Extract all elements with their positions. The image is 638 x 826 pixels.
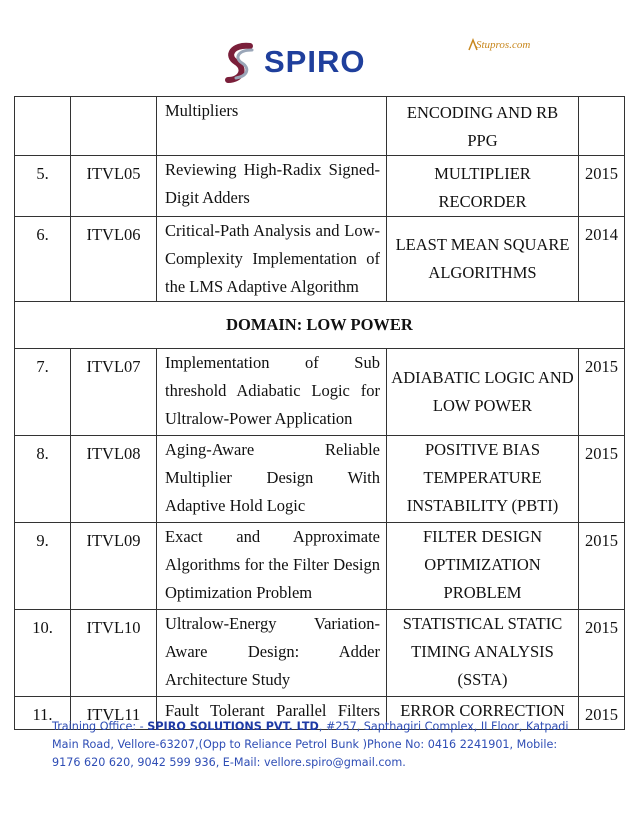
footer-line <box>52 718 592 736</box>
technology-line: ADIABATIC LOGIC AND <box>391 368 574 387</box>
domain-row <box>15 302 625 349</box>
footer-prefix: Training Office: - <box>52 720 148 733</box>
year-cell: 2015 <box>579 156 625 217</box>
table-row <box>15 436 625 523</box>
table-row <box>15 610 625 697</box>
title-line: Critical-Path Analysis and Low- <box>165 221 380 240</box>
year-cell <box>579 97 625 156</box>
title-line: Algorithms for the Filter Design <box>165 555 380 574</box>
serial-cell: 9. <box>15 523 71 610</box>
spiro-swirl-icon <box>222 40 262 86</box>
technology-line: POSITIVE BIAS <box>424 440 541 459</box>
title-line: Digit Adders <box>165 188 250 207</box>
page-footer <box>52 718 592 772</box>
title-line: Adaptive Hold Logic <box>165 496 306 515</box>
title-line: Ultralow-Energy Variation- <box>165 614 380 633</box>
spiro-logo <box>222 40 384 86</box>
technology-cell <box>387 523 579 610</box>
title-line: the LMS Adaptive Algorithm <box>165 277 359 296</box>
technology-line: (SSTA) <box>457 670 508 689</box>
technology-line: LOW POWER <box>432 396 533 415</box>
title-line: threshold Adiabatic Logic for <box>165 381 380 400</box>
technology-line: MULTIPLIER <box>434 164 531 183</box>
table-row <box>15 97 625 156</box>
title-cell <box>157 349 387 436</box>
technology-line: ERROR CORRECTION <box>400 701 565 720</box>
code-cell <box>71 97 157 156</box>
footer-line: 9176 620 620, 9042 599 936, E-Mail: vellore.spiro@gmail.com. <box>52 756 406 769</box>
footer-line: Main Road, Vellore-63207,(Opp to Reliance Petrol Bunk )Phone No: 0416 2241901, Mobile: <box>52 738 558 751</box>
title-cell <box>157 523 387 610</box>
technology-line: TIMING ANALYSIS <box>411 642 554 661</box>
spiro-logo-text: SPIRO <box>264 44 366 79</box>
title-line: Complexity Implementation of <box>165 249 380 268</box>
serial-cell <box>15 97 71 156</box>
serial-cell: 5. <box>15 156 71 217</box>
table-row <box>15 349 625 436</box>
code-cell: ITVL05 <box>71 156 157 217</box>
code-cell: ITVL10 <box>71 610 157 697</box>
technology-line: INSTABILITY (PBTI) <box>406 496 559 515</box>
technology-line: TEMPERATURE <box>423 468 542 487</box>
title-line: Optimization Problem <box>165 583 313 602</box>
title-cell <box>157 610 387 697</box>
title-line: Architecture Study <box>165 670 291 689</box>
title-cell <box>157 97 387 156</box>
domain-heading: DOMAIN: LOW POWER <box>15 302 625 349</box>
serial-cell: 7. <box>15 349 71 436</box>
year-cell: 2015 <box>579 697 625 730</box>
serial-cell: 11. <box>15 697 71 730</box>
technology-line: ALGORITHMS <box>428 263 537 282</box>
title-line: Implementation of Sub <box>165 353 380 372</box>
title-line: Fault Tolerant Parallel Filters <box>165 701 380 720</box>
title-line: Reviewing High-Radix Signed- <box>165 160 380 179</box>
stupros-logo-text: Stupros.com <box>476 39 531 51</box>
code-cell: ITVL06 <box>71 217 157 302</box>
page-header <box>0 0 638 96</box>
title-cell <box>157 156 387 217</box>
footer-address: , #257, Sapthagiri Complex, II Floor, Katpadi <box>318 720 569 733</box>
title-line: Multipliers <box>165 101 239 120</box>
technology-line: LEAST MEAN SQUARE <box>395 235 570 254</box>
year-cell: 2015 <box>579 523 625 610</box>
table-row <box>15 523 625 610</box>
technology-cell <box>387 217 579 302</box>
year-cell: 2014 <box>579 217 625 302</box>
title-line: Ultralow-Power Application <box>165 409 353 428</box>
title-cell <box>157 217 387 302</box>
table-row <box>15 217 625 302</box>
technology-cell <box>387 610 579 697</box>
year-cell: 2015 <box>579 436 625 523</box>
year-cell: 2015 <box>579 610 625 697</box>
code-cell: ITVL07 <box>71 349 157 436</box>
serial-cell: 6. <box>15 217 71 302</box>
technology-line: OPTIMIZATION <box>424 555 541 574</box>
title-line: Aging-Aware Reliable <box>165 440 380 459</box>
code-cell: ITVL09 <box>71 523 157 610</box>
technology-line: PROBLEM <box>443 583 522 602</box>
code-cell: ITVL11 <box>71 697 157 730</box>
technology-cell <box>387 436 579 523</box>
year-cell: 2015 <box>579 349 625 436</box>
project-table <box>14 96 625 730</box>
serial-cell: 10. <box>15 610 71 697</box>
footer-company: SPIRO SOLUTIONS PVT. LTD <box>147 720 319 733</box>
technology-cell <box>387 349 579 436</box>
technology-line: STATISTICAL STATIC <box>402 614 563 633</box>
technology-line: RECORDER <box>438 192 527 211</box>
technology-line: ENCODING AND RB PPG <box>406 103 559 150</box>
title-line: Aware Design: Adder <box>165 642 380 661</box>
technology-cell <box>387 97 579 156</box>
technology-cell <box>387 156 579 217</box>
code-cell: ITVL08 <box>71 436 157 523</box>
title-cell <box>157 436 387 523</box>
table-row <box>15 156 625 217</box>
serial-cell: 8. <box>15 436 71 523</box>
title-line: Exact and Approximate <box>165 527 380 546</box>
stupros-logo <box>468 36 550 56</box>
title-line: Multiplier Design With <box>165 468 380 487</box>
technology-line: FILTER DESIGN <box>422 527 543 546</box>
